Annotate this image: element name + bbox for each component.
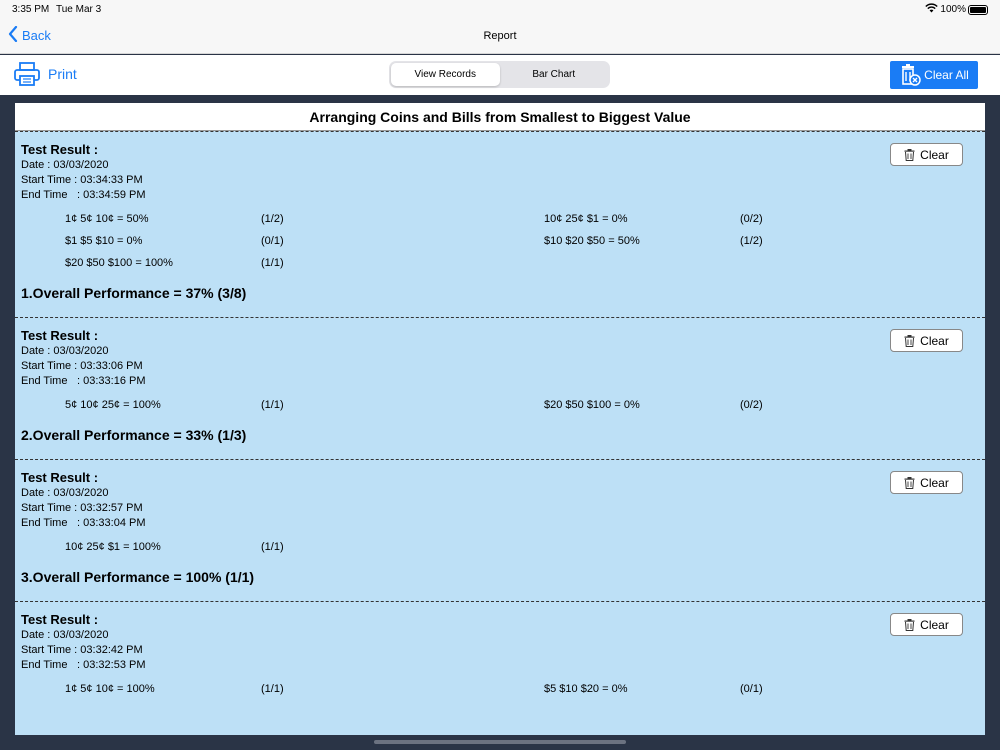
- end-time-value: : 03:33:04 PM: [77, 517, 146, 529]
- overall-performance: 2.Overall Performance = 33% (1/3): [21, 427, 247, 443]
- result-score: (1/1): [261, 399, 284, 411]
- clear-label: Clear: [920, 475, 949, 490]
- clear-record-button[interactable]: [890, 471, 963, 494]
- clear-all-button[interactable]: [890, 61, 978, 89]
- record-end-time: [21, 658, 979, 673]
- record-heading: Test Result :: [21, 612, 99, 627]
- result-score: (1/1): [261, 683, 284, 695]
- record-date: Date : 03/03/2020: [21, 159, 109, 171]
- end-time-value: : 03:34:59 PM: [77, 189, 146, 201]
- test-record: [15, 601, 985, 701]
- result-score: (1/2): [261, 213, 284, 225]
- result-item: $20 $50 $100 = 100%: [65, 257, 173, 269]
- result-score: (0/1): [740, 683, 763, 695]
- record-start-time: Start Time : 03:32:57 PM: [21, 502, 143, 514]
- result-item: $5 $10 $20 = 0%: [544, 683, 628, 695]
- printer-icon: [14, 62, 40, 86]
- trash-icon: [904, 619, 915, 631]
- result-item: $10 $20 $50 = 50%: [544, 235, 640, 247]
- result-row: [21, 231, 979, 253]
- status-date: Tue Mar 3: [56, 4, 102, 15]
- navigation-bar: [0, 20, 1000, 54]
- result-row: [21, 395, 979, 417]
- segment-view-records[interactable]: View Records: [391, 63, 500, 86]
- end-time-label: End Time: [21, 189, 68, 201]
- end-time-value: : 03:33:16 PM: [77, 375, 146, 387]
- result-item: $1 $5 $10 = 0%: [65, 235, 143, 247]
- trash-icon: [904, 477, 915, 489]
- view-segmented-control: [389, 61, 610, 88]
- trash-icon: [904, 335, 915, 347]
- record-start-time: Start Time : 03:33:06 PM: [21, 360, 143, 372]
- battery-percent: 100%: [940, 4, 966, 15]
- trash-icon: [904, 149, 915, 161]
- record-date: Date : 03/03/2020: [21, 487, 109, 499]
- report-content[interactable]: [15, 103, 985, 735]
- result-row: [21, 537, 979, 559]
- print-label: Print: [48, 66, 77, 82]
- clear-label: Clear: [920, 333, 949, 348]
- result-score: (0/2): [740, 213, 763, 225]
- result-item: 1¢ 5¢ 10¢ = 100%: [65, 683, 155, 695]
- record-heading: Test Result :: [21, 470, 99, 485]
- test-record: [15, 459, 985, 601]
- result-row: [21, 209, 979, 231]
- report-title: Arranging Coins and Bills from Smallest to Biggest Value: [15, 103, 985, 131]
- record-start-time: Start Time : 03:34:33 PM: [21, 174, 143, 186]
- segment-bar-chart[interactable]: Bar Chart: [532, 69, 576, 80]
- result-item: 5¢ 10¢ 25¢ = 100%: [65, 399, 161, 411]
- result-score: (1/1): [261, 541, 284, 553]
- record-end-time: [21, 374, 979, 389]
- end-time-label: End Time: [21, 659, 68, 671]
- record-heading: Test Result :: [21, 328, 99, 343]
- result-item: 1¢ 5¢ 10¢ = 50%: [65, 213, 149, 225]
- record-end-time: [21, 516, 979, 531]
- records-list: [15, 131, 985, 701]
- end-time-value: : 03:32:53 PM: [77, 659, 146, 671]
- clear-all-label: Clear All: [924, 68, 969, 82]
- home-indicator: [374, 740, 626, 744]
- clear-label: Clear: [920, 147, 949, 162]
- test-record: [15, 131, 985, 317]
- clear-record-button[interactable]: [890, 613, 963, 636]
- result-row: [21, 253, 979, 275]
- clear-record-button[interactable]: [890, 329, 963, 352]
- page-title: Report: [483, 30, 517, 42]
- toolbar: [0, 55, 1000, 95]
- record-date: Date : 03/03/2020: [21, 629, 109, 641]
- print-button[interactable]: [14, 62, 77, 86]
- overall-performance: 1.Overall Performance = 37% (3/8): [21, 285, 247, 301]
- result-item: 10¢ 25¢ $1 = 0%: [544, 213, 628, 225]
- result-score: (0/2): [740, 399, 763, 411]
- result-score: (1/1): [261, 257, 284, 269]
- record-start-time: Start Time : 03:32:42 PM: [21, 644, 143, 656]
- battery-icon: [968, 5, 988, 15]
- wifi-icon: [925, 3, 938, 16]
- end-time-label: End Time: [21, 517, 68, 529]
- record-end-time: [21, 188, 979, 203]
- test-record: [15, 317, 985, 459]
- status-bar: [0, 0, 1000, 20]
- record-results: [21, 537, 979, 559]
- record-heading: Test Result :: [21, 142, 99, 157]
- overall-performance: 3.Overall Performance = 100% (1/1): [21, 569, 255, 585]
- back-label: Back: [22, 28, 51, 43]
- record-results: [21, 679, 979, 701]
- result-score: (1/2): [740, 235, 763, 247]
- record-results: [21, 209, 979, 275]
- record-date: Date : 03/03/2020: [21, 345, 109, 357]
- result-item: $20 $50 $100 = 0%: [544, 399, 640, 411]
- result-item: 10¢ 25¢ $1 = 100%: [65, 541, 161, 553]
- clear-record-button[interactable]: [890, 143, 963, 166]
- result-score: (0/1): [261, 235, 284, 247]
- end-time-label: End Time: [21, 375, 68, 387]
- clear-label: Clear: [920, 617, 949, 632]
- record-results: [21, 395, 979, 417]
- trash-clear-icon: [899, 64, 921, 86]
- status-time: 3:35 PM: [12, 4, 50, 15]
- result-row: [21, 679, 979, 701]
